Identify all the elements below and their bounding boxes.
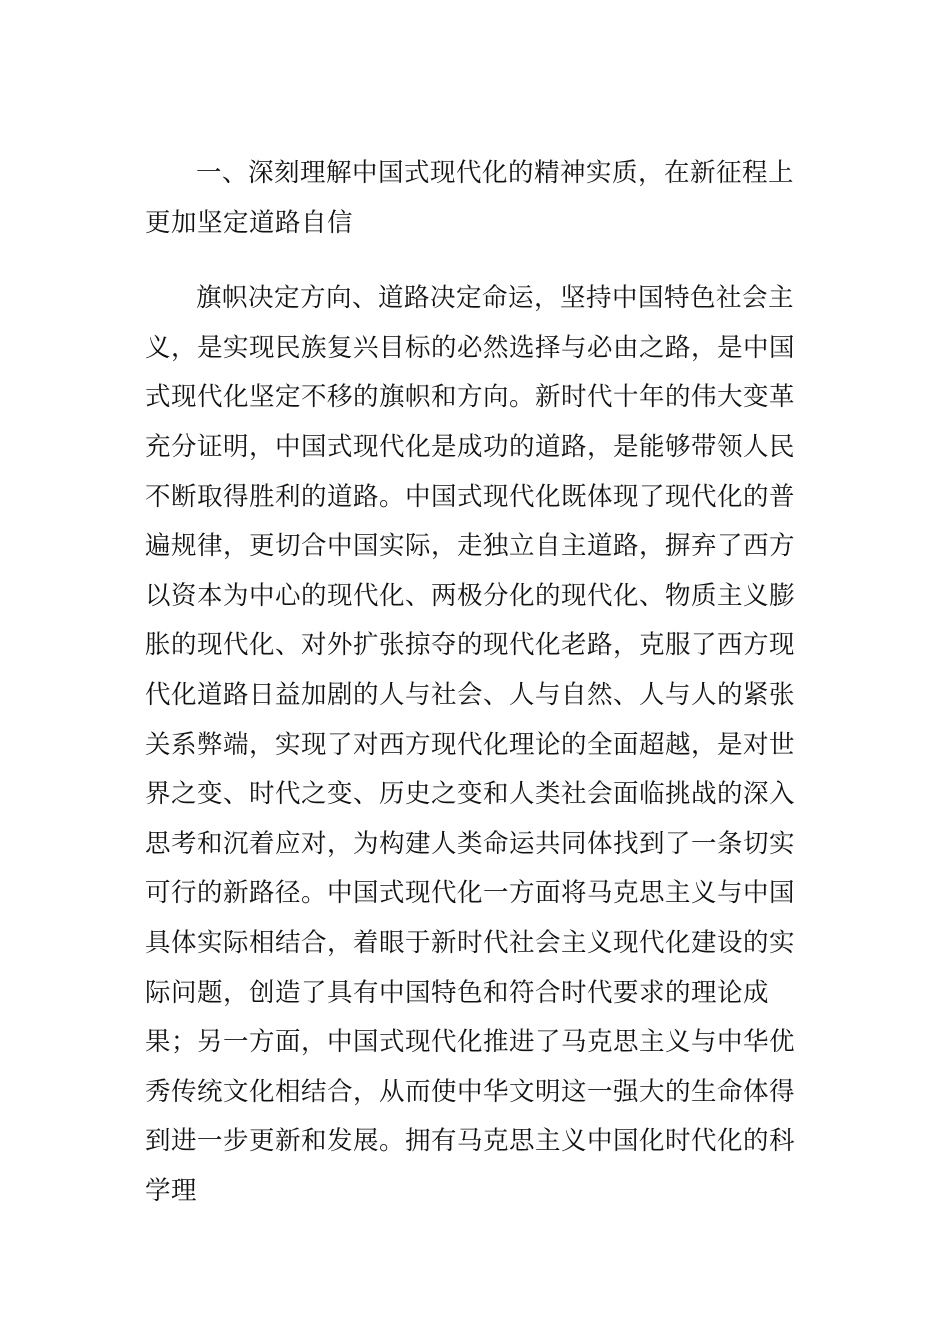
body-paragraph: 旗帜决定方向、道路决定命运，坚持中国特色社会主义，是实现民族复兴目标的必然选择与必由之路，是中国式现代化坚定不移的旗帜和方向。新时代十年的伟大变革充分证明，中国式现代化是成功的道路，是能够带领人民不断取得胜利的道路。中国式现代化既体现了现代化的普遍规律，更切合中国实际，走独立自主道路，摒弃了西方以资本为中心的现代化、两极分化的现代化、物质主义膨胀的现代化、对外扩张掠夺的现代化老路，克服了西方现代化道路日益加剧的人与社会、人与自然、人与人的紧张关系弊端，实现了对西方现代化理论的全面超越，是对世界之变、时代之变、历史之变和人类社会面临挑战的深入思考和沉着应对，为构建人类命运共同体找到了一条切实可行的新路径。中国式现代化一方面将马克思主义与中国具体实际相结合，着眼于新时代社会主义现代化建设的实际问题，创造了具有中国特色和符合时代要求的理论成果；另一方面，中国式现代化推进了马克思主义与中华优秀传统文化相结合，从而使中华文明这一强大的生命体得到进一步更新和发展。拥有马克思主义中国化时代化的科学理: [145, 283, 796, 1206]
document-body: [145, 149, 805, 1216]
section-heading: 一、深刻理解中国式现代化的精神实质，在新征程上更加坚定道路自信: [145, 158, 795, 238]
